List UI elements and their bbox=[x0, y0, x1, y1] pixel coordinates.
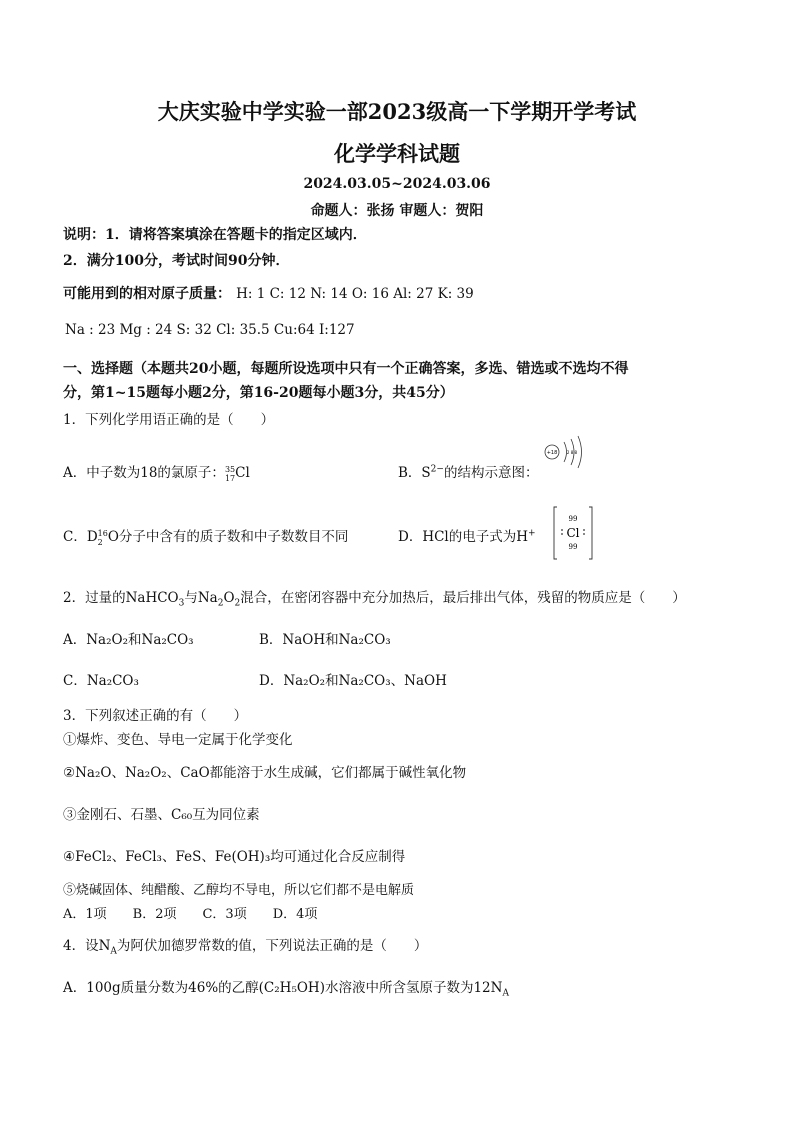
chlorine-symbol: Cl bbox=[566, 526, 580, 540]
q1-d-hydrogen: H bbox=[516, 529, 529, 545]
q1-option-d bbox=[398, 525, 536, 545]
q1-c-prefix: C．D bbox=[63, 529, 98, 545]
note-line-1: 说明：1．请将答案填涂在答题卡的指定区域内． bbox=[63, 227, 367, 243]
q2-stem-d: 混合，在密闭容器中充分加热后，最后排出气体，残留的物质应是（ ） bbox=[240, 590, 686, 606]
left-dot-2 bbox=[561, 533, 563, 535]
q1-a-mass-number: 35 bbox=[224, 464, 236, 474]
q1-a-atomic-number: 17 bbox=[224, 473, 236, 483]
q2-stem bbox=[63, 586, 686, 609]
section-heading-line-1: 一、选择题（本题共20小题，每题所设选项中只有一个正确答案，多选、错选或不选均不得 bbox=[63, 361, 629, 377]
q2-stem-c: O bbox=[223, 590, 235, 606]
q4-stem-b: 为阿伏加德罗常数的值，下列说法正确的是（ ） bbox=[116, 938, 428, 954]
q3-statement-3: ③金刚石、石墨、C₆₀互为同位素 bbox=[63, 807, 260, 823]
q2-sub-3: 3 bbox=[178, 598, 185, 609]
q1-d-text: D．HCl的电子式为 bbox=[398, 529, 517, 545]
q1-c-scripts bbox=[98, 529, 108, 547]
q2-sub-2a: 2 bbox=[217, 598, 224, 609]
q1-b-charge: 2− bbox=[430, 464, 444, 475]
exam-title: 大庆实验中学实验一部2023级高一下学期开学考试 bbox=[157, 99, 637, 124]
q1-b-rest: 的结构示意图： bbox=[443, 465, 539, 481]
q2-option-a: A．Na₂O₂和Na₂CO₃ bbox=[63, 632, 194, 648]
q1-d-plus: + bbox=[528, 528, 536, 539]
shell-arc-3 bbox=[578, 436, 582, 468]
q3-statement-4: ④FeCl₂、FeCl₃、FeS、Fe(OH)₃均可通过化合反应制得 bbox=[63, 849, 406, 865]
q2-option-d: D．Na₂O₂和Na₂CO₃、NaOH bbox=[259, 673, 447, 689]
q2-stem-b: 与Na bbox=[184, 590, 218, 606]
q4-stem bbox=[63, 934, 427, 957]
atomic-mass-values-2: Na : 23 Mg : 24 S: 32 Cl: 35.5 Cu:64 I:127 bbox=[65, 322, 355, 338]
q1-c-d-sub: 2 bbox=[97, 537, 103, 547]
q2-sub-2b: 2 bbox=[234, 598, 241, 609]
q4-stem-a: 4．设N bbox=[63, 938, 111, 954]
left-dot-1 bbox=[561, 529, 563, 531]
left-bracket bbox=[554, 507, 557, 559]
note-line-2: 2．满分100分，考试时间90分钟． bbox=[63, 253, 290, 269]
q1-b-text: B．S bbox=[398, 465, 431, 481]
q1-option-a-nuclide bbox=[225, 465, 235, 483]
q1-a-symbol: Cl bbox=[235, 465, 250, 481]
bottom-electron-pair: 99 bbox=[568, 543, 578, 551]
top-electron-pair: 99 bbox=[568, 515, 578, 523]
q1-c-o-mass: 16 bbox=[97, 528, 108, 538]
q4-option-a bbox=[63, 976, 509, 999]
nucleus-charge: +18 bbox=[546, 450, 558, 456]
q2-option-b: B．NaOH和Na₂CO₃ bbox=[259, 632, 391, 648]
q3-statement-1: ①爆炸、变色、导电一定属于化学变化 bbox=[63, 732, 293, 748]
q4-option-a-text: A．100g质量分数为46%的乙醇(C₂H₅OH)水溶液中所含氢原子数为12N bbox=[63, 980, 503, 996]
q3-statement-5: ⑤烧碱固体、纯醋酸、乙醇均不导电，所以它们都不是电解质 bbox=[63, 883, 415, 898]
right-dot-1 bbox=[583, 529, 585, 531]
atomic-mass-label: 可能用到的相对原子质量： bbox=[63, 286, 231, 302]
exam-authors: 命题人：张扬 审题人：贺阳 bbox=[310, 203, 484, 219]
q1-option-a-text: A．中子数为18的氯原子： bbox=[63, 465, 225, 481]
q1-option-c bbox=[63, 525, 348, 547]
section-heading-line-2: 分，第1~15题每小题2分，第16-20题每小题3分，共45分） bbox=[63, 385, 454, 401]
exam-subtitle: 化学学科试题 bbox=[334, 141, 460, 166]
q3-options: A．1项 B．2项 C．3项 D．4项 bbox=[63, 907, 318, 922]
right-dot-2 bbox=[583, 533, 585, 535]
right-bracket bbox=[589, 507, 592, 559]
shell-electrons: 2 8 8 bbox=[566, 450, 578, 455]
q1-option-a bbox=[63, 461, 250, 483]
s2-ion-structure-diagram bbox=[542, 434, 590, 470]
q1-stem: 1．下列化学用语正确的是（ ） bbox=[63, 412, 275, 428]
q2-stem-a: 2．过量的NaHCO bbox=[63, 590, 179, 606]
q4-stem-sub: A bbox=[110, 946, 117, 957]
q4-option-a-sub: A bbox=[502, 988, 509, 999]
q2-option-c: C．Na₂CO₃ bbox=[63, 673, 139, 689]
q3-stem: 3．下列叙述正确的有（ ） bbox=[63, 708, 248, 724]
q1-option-b bbox=[398, 461, 538, 481]
hcl-electron-formula-diagram bbox=[553, 503, 599, 563]
atomic-mass-line-1 bbox=[63, 283, 474, 303]
q1-c-rest: O分子中含有的质子数和中子数数目不同 bbox=[107, 529, 349, 545]
atomic-mass-values-1: H: 1 C: 12 N: 14 O: 16 Al: 27 K: 39 bbox=[236, 286, 474, 302]
q3-statement-2: ②Na₂O、Na₂O₂、CaO都能溶于水生成碱，它们都属于碱性氧化物 bbox=[63, 765, 467, 781]
exam-dates: 2024.03.05~2024.03.06 bbox=[303, 176, 491, 192]
